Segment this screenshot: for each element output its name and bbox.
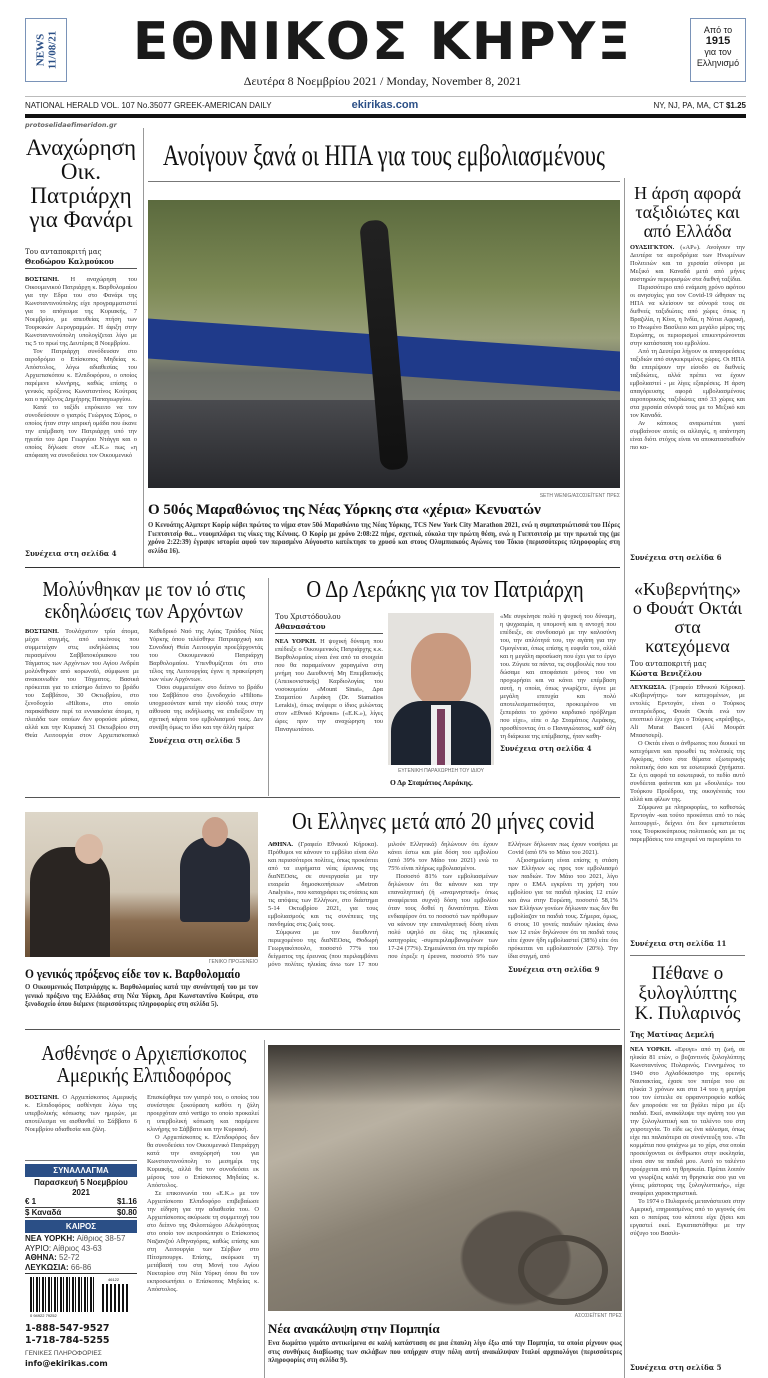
rate-row: $ Καναδά $0.80 <box>25 1207 137 1217</box>
barcode <box>30 1277 130 1319</box>
pompeii-photo <box>268 1045 622 1311</box>
article-archons: ΒΟΣΤΩΝΗ. Τουλάχιστον τρία άτομα, μέχρι στιγμής, από εκείνους που συμμετείχαν στις εκδηλώσεις του περασμένου Σαββατοκύριακου του Τάγματος των Αρχόντων του Αγίου Ανδρέα μολύνθηκαν από κορωνοϊό, σύμφωνα με ανακοινωθέν του Τάγματος. Βασικά πρόκειται για το επίσημο δείπνο το βράδυ του Σαββάτου, 30 Οκτωβρίου, στο ξενοδοχείο «Hilton», στο οποίο παρακάθισαν περί τα εννιακόσια άτομα, η πλειάδα των οποίων δεν φορούσε μάσκα, αλλά και την Κυριακή 31 Οκτωβρίου στη Θεία Λειτουργία στον Αρχιεπισκοπικό Καθεδρικό Ναό της Αγίας Τριάδος Νέας Υόρκης όπου τελέσθηκε Πατριαρχική και Συνοδική Θεία Λειτουργία προεξάρχοντάς του Οικουμενικού Πατριάρχη Βαρθολομαίου. Υπενθυμίζεται ότι στο τέλος της Λειτουργίας έγινε η πρακείρηση των νέων Αρχόντων. Όσοι συμμετείχαν στο δείπνο το βράδυ του Σαββάτου στο ξενοδοχείο «Hilton» υποχρεούνταν κατά την είσοδό τους στην αίθουσα της εκδήλωσης να επιδείξουν τη σχετική κάρτα του εμβολιασμού τους. Δεν συνέβη όμως το ίδιο και την άλλη ημέρα Συνέχεια στη σελίδα 5 <box>25 628 263 745</box>
caption-text: Ενα δωμάτιο γεμάτο αντικείμενα σε καλή κατάσταση σε μια έπαυλη λίγο έξω από την Πομπηία, τα οποία ρίχνουν φως στις συνθήκες διαβίωσης των σκλάβων που υπήρχαν στην πόλη αυτή ανακάλυψαν Ιταλοί αρχαιολόγοι (περισσότερες πληροφορίες στη σελίδα 9). <box>268 1340 622 1364</box>
weather-row: ΑΥΡΙΟ: Αίθριος 43-63 <box>25 1243 102 1253</box>
headline-travel: Η άρση αφορά ταξιδιώτες και από Ελλάδα <box>634 183 741 241</box>
volume-info: NATIONAL HERALD VOL. 107 No.35077 GREEK-AMERICAN DAILY <box>25 101 272 110</box>
headline-covid: Οι Ελληνες μετά από 20 μήνες covid <box>291 809 595 835</box>
headline-archons: Μολύνθηκαν με τον ιό στις εκδηλώσεις των Αρχόντων <box>42 577 246 624</box>
continued-link[interactable]: Συνέχεια στη σελίδα 5 <box>149 736 241 745</box>
marathon-photo <box>148 200 620 488</box>
headline-oktay: «Κυβερνήτης» ο Φουάτ Οκτάι στα κατεχόμενα <box>632 579 743 656</box>
headline-patriarch: Αναχώρηση Οικ. Πατριάρχη για Φανάρι <box>25 135 137 233</box>
price-info <box>653 101 746 110</box>
byline: Του ανταποκριτή μας Θεοδώρου Καλμούκου <box>25 248 137 269</box>
website-link[interactable]: ekirikas.com <box>351 99 419 111</box>
caption-title: Ο γενικός πρόξενος είδε τον κ. Βαρθολομαίο <box>25 966 241 981</box>
article-lerakis-col2: «Με συγκίνησε πολύ η ψυχική του δύναμη, η ψυχραιμία, η υπομονή και η αντοχή που επέδειξε, σε συνδυασμό με την καλοσύνη του, την απλότητά του, την αγάπη για την Ομογένεια, όπως επίσης η ευφυΐα του, αλλά και η μεγάλη αφοσίωση που έχει για το έργο του. Ζύγισε τα πάντα, τις συμβουλές που του δώσαμε και αποφάσισε μόνος του να προχωρήσει και να κάνει την επέμβαση αυτή, η οποία, όπως γνωρίζετε, έγινε με μεγάλη επιτυχία και πολύ αποτελεσματικότητα, προκειμένου να ξεπεράσει το χρόνιο καρδιακό πρόβλημα που είχε», είπε ο Δρ Σταμάτιος Λεράκης, προσθέτοντας ότι ο Παναγιώτατος, καθ' όλη τη διάρκεια της επέμβασης, ήταν καθη- Συνέχεια στη σελίδα 4 <box>500 613 616 753</box>
news-date: 11/08/21 <box>45 30 58 70</box>
article-patriarch: ΒΟΣΤΩΝΗ. Η αναχώρηση του Οικουμενικού Πατριάρχη κ. Βαρθολομαίου για την Εδρα του στο Φανάρι της Κωνσταντινούπολης είχε προγραμματιστεί για το απόγευμα της Κυριακής, 7 Νοεμβρίου, με απευθείας πτήση των Τουρκικών Αερογραμμών. Η άφιξη στην Κωνσταντινούπολη υπολογίζεται λίγο με τις 5 το πρωί της Δευτέρας 8 Νοεμβρίου. Τον Πατριάρχη συνόδευσαν στο αεροδρόμιο ο Επίσκοπος Μηδείας κ. Απόστολος, λόγω αδιαθεσίας του Αρχιεπισκόπου κ. Ελπιδοφόρου, ο οποίος παρέμενε κλινήρης, καθώς επίσης ο γενικός πρόξενος Κωνσταντίνος Κούτρας και ο πρόξενος Δημήτρης Παπαγεωργίου. Κατά το ταξίδι επρόκειτο να τον συνοδεύσουν ο γιατρός Γεώργιος Σύρος, ο οποίος ήταν στην ιατρική ομάδα που έκανε την επέμβαση τον Πατριάρχη υπό την ηγεσία του Δρα Γεωργίου Ντάγγα και ο οποίος δήλωσε στον «Ε.Κ.» πως «η απόφαση να συνοδεύσει τον Οικουμενικό Συνέχεια στη σελίδα 4 <box>25 276 137 558</box>
continued-link[interactable]: Συνέχεια στη σελίδα 4 <box>500 744 592 753</box>
continued-link[interactable]: Συνέχεια στη σελίδα 9 <box>508 965 600 974</box>
lerakis-photo <box>388 613 494 765</box>
article-covid: ΑΘΗΝΑ. (Γραφείο Εθνικού Κήρυκα). Πρόθυμοι να κάνουν το εμβόλιο είναι όλο και περισσότεροι πολίτες, όπως προκύπτει από τα ευρήματα νέας έρευνας της διαΝΕΟσις, σε συνεργασία με την εταιρεία δημοσκοπήσεων «Metron Analysis», που καταγράφει τις στάσεις και τις απόψεις των Ελλήνων, στο διάστημα 5-14 Οκτωβρίου 2021, για τους εμβολιασμούς και τις συνέπειες της πανδημίας στις ζωές τους. Σύμφωνα με τον διευθυντή περιεχομένου της διαΝΕΟσις, Θοδωρή Γεωργακόπουλο, ποσοστό 77% του δείγματος της έρευνας (που περιλαμβάνει μόνο πολίτες ηλικίας άνω των 17 που μιλούν Ελληνικά) δηλώνουν ότι έχουν κάνει έστω και μία δόση του εμβολίου (από 39% τον Μάιο του 2021) ενώ το 75% είναι πλήρως εμβολιασμένοι. Ποσοστό 81% των εμβολιασμένων δηλώνουν ότι θα κάνουν και την επαναληπτική (ή «αναμνηστική» όπως αναφέρεται συχνά) δόση του εμβολίου όταν τους δοθεί η δυνατότητα. Είναι ενδιαφέρον ότι το ποσοστό των πρόθυμων να κάνουν την επαναληπτική δόση είναι πολύ υψηλό σε όλες τις ηλικιακές κατηγορίες -συμπεριλαμβανομένων των 17-24 (77%). Σημειώνεται ότι την περίοδο που έτρεξε η έρευνα, ποσοστό 9% των Ελλήνων δήλωναν πως έχουν νοσήσει με Covid (από 6% το Μάιο του 2021). Αξιοσημείωτη είναι επίσης η στάση των Ελλήνων ως προς τον εμβολιασμό των παιδιών. Τον Μάιο του 2021, λίγο πριν ο ΕΜΑ εγκρίνει τη χρήση του εμβολίου για τα παιδιά ηλικίας 12 ετών και άνω στην Ευρώπη, ποσοστό 58,1% των Ελλήνων γονέων δήλωναν πως δεν θα εμβολίαζαν τα παιδιά τους. Σήμερα, όμως, 6 στους 10 γονείς παιδιών ηλικίας άνω των 12 ετών δηλώνουν ότι τα παιδιά τους είτε έχουν ήδη εμβολιαστεί (38%) είτε ότι πρόκειται να εμβολιαστούν (20%). Την ίδια στιγμή, από Συνέχεια στη σελίδα 9 <box>268 841 618 974</box>
since-year: 1915 <box>705 35 731 47</box>
rate-row: € 1 $1.16 <box>25 1197 137 1206</box>
continued-link[interactable]: Συνέχεια στη σελίδα 6 <box>630 553 722 562</box>
byline: Του Χριστόδουλου Αθανασάτου <box>275 613 383 634</box>
article-elpidophoros-col1: ΒΟΣΤΩΝΗ. Ο Αρχιεπίσκοπος Αμερικής κ. Ελπιδοφόρος ασθένησε λόγω της υπερβολικής κόπωσης των ημερών, με αποτέλεσμα να αισθανθεί το Σάββατο 6 Νοεμβρίου αδιαθεσία και ζάλη. <box>25 1094 137 1133</box>
weather-row: ΛΕΥΚΩΣΙΑ: 66-86 <box>25 1262 92 1272</box>
caption-title: Ο 50ός Μαραθώνιος της Νέας Υόρκης στα «χέρια» Κενυατών <box>148 502 541 518</box>
phone[interactable]: 1-888-547-9527 <box>25 1323 110 1334</box>
watermark: protoselidaefimeridon.gr <box>25 121 117 129</box>
photo-credit: ΑΣΟΣΙΕΪΤΕΝΤ ΠΡΕΣ <box>574 1313 622 1319</box>
since-line3: Ελληνισμό <box>696 58 740 68</box>
continued-link[interactable]: Συνέχεια στη σελίδα 4 <box>25 549 117 558</box>
photo-credit: SETH WENIG/ΑΣΟΣΙΕΪΤΕΝΤ ΠΡΕΣ <box>539 493 620 499</box>
headline-elpidophoros: Ασθένησε ο Αρχιεπίσκοπος Αμερικής Ελπιδοφόρος <box>41 1041 247 1088</box>
masthead-title: ΕΘΝΙΚΟΣ ΚΗΡΥΞ <box>132 12 633 72</box>
info-label: ΓΕΝΙΚΕΣ ΠΛΗΡΟΦΟΡΙΕΣ <box>25 1350 102 1357</box>
exchange-box <box>25 1164 137 1272</box>
weather-row: ΝΕΑ ΥΟΡΚΗ: Αίθριος 38-57 <box>25 1234 126 1243</box>
article-pylarinos: ΝΕΑ ΥΟΡΚΗ. «Εφυγε» από τη ζωή, σε ηλικία 81 ετών, ο βυζαντινός ξυλογλύπτης Κωνσταντίνος Πυλαρινός. Γεννημένος το 1940 στο Αχλαδόκαστρο της ορεινής Ναυπακτίας, έχασε τον πατέρα του σε ηλικία 3 χρόνων και στα 14 του η μητέρα του τον έστειλε σε ορφανοτροφείο καθώς δεν μπορούσε να τα βγάλει πέρα με έξι παιδιά. Εκεί, ανακάλυψε την αγάπη του για την ξυλογλυπτική και το ταλέντο του στη χειροτεχνία. Το είδε ως ένα κάλεσμα, όπως είχε πει παλαιότερα σε συνέντευξη του. «Τα κομμάτια που φτιάχνω με το χέρι, στα οποία προσεύχονται οι άνθρωποι στην εκκλησία, είναι σαν τα παιδιά μου. Αυτό το ταλέντο προέρχεται από τη θρησκεία. Πρέπει λοιπόν να γνωρίζεις καλά τη θρησκεία σου για να γίνεις μάστορας της ξυλογλυπτικής», είχε αναφέρει χαρακτηριστικά. Το 1974 ο Πυλαρινός μετανάστευσε στην Αμερική, επηρεασμένος από το γεγονός ότι και ο πατέρας του κάποτε είχε ζήσει και εργαστεί εκεί. Εγκαταστάθηκε με την σύζυγο του Βασιλι- Συνέχεια στη σελίδα 5 <box>630 1046 745 1372</box>
photo-credit: ΓΕΝΙΚΟ ΠΡΟΞΕΝΕΙΟ <box>208 959 258 965</box>
article-travel: ΟΥΑΣΙΓΚΤΟΝ. («AP»). Ανοίγουν την Δευτέρα τα αεροδρόμια των Ηνωμένων Πολιτειών και τα χερσαία σύνορα με Μεξικό και Καναδά μετά από μήνες αυστηρών περιορισμών στα διεθνή ταξίδια. Περισσότερο από ενάμιση χρόνο αφότου οι ανησυχίες για τον Covid-19 ώθησαν τις ΗΠΑ να κλείσουν τα σύνορά τους σε διεθνείς ταξιδιώτες από χώρες όπως η Βραζιλία, η Κίνα, η Ινδία, η Νότια Αφρική, το Ηνωμένο Βασίλειο και μεγάλο μέρος της Ευρώπης, οι περιορισμοί επικεντρώνονται στην κατάσταση του εμβολίου. Από τη Δευτέρα λήγουν οι απαγορεύσεις ταξιδιών από συγκεκριμένες χώρες. Οι ΗΠΑ θα επιτρέψουν την είσοδο σε διεθνείς ταξιδιώτες, αλλά πρέπει να έχουν εμβολιαστεί - με λίγες εξαιρέσεις. Η άρση απαγόρευσης αφορά εμβολιασμένους αεροπορικούς ταξιδιώτες από 33 χώρες και στα χερσαία σύνορά τους με το Μεξικό και τον Καναδά. Αν κάποιος αναρωτιέται γιατί συμβαίνουν αυτές οι αλλαγές, η απάντηση είναι διότι στόχος είναι να αποκατασταθούν πιο κα- Συνέχεια στη σελίδα 6 <box>630 244 745 562</box>
exchange-title: ΣΥΝΑΛΛΑΓΜΑ <box>25 1164 137 1177</box>
news-date-box <box>25 18 67 82</box>
consul-photo <box>25 812 258 957</box>
barcode-digits: 0 94922 79252 <box>30 1313 57 1318</box>
caption-text: Ο Οικουμενικός Πατριάρχης κ. Βαρθολομαίος κατά την συνάντησή του με τον γενικό πρόξενο της Ελλάδας στη Νέα Υόρκη, Δρα Κωνσταντίνο Κούτρα, στο ξενοδοχείο όπου διέμενε (περισσότερες πληροφορίες στη σελίδα 5). <box>25 984 258 1008</box>
caption-title: Νέα ανακάλυψη στην Πομπηία <box>268 1321 440 1336</box>
since-line2: για τον <box>704 47 732 57</box>
byline: Της Ματίνας Δεμελή <box>630 1030 745 1042</box>
phone[interactable]: 1-718-784-5255 <box>25 1335 110 1346</box>
email-link[interactable]: info@ekirikas.com <box>25 1359 108 1368</box>
headline-lerakis: Ο Δρ Λεράκης για τον Πατριάρχη <box>306 577 584 603</box>
photo-credit: ΕΥΓΕΝΙΚΗ ΠΑΡΑΧΩΡΗΣΗ ΤΟΥ ΙΔΙΟΥ <box>398 768 484 774</box>
since-line1: Από το <box>703 25 733 35</box>
barcode-digits: 46122 <box>108 1277 120 1282</box>
main-headline: Ανοίγουν ξανά οι ΗΠΑ για τους εμβολιασμένους <box>162 139 605 172</box>
exchange-date: Παρασκευή 5 Νοεμβρίου 2021 <box>34 1178 128 1197</box>
news-label: NEWS <box>33 33 46 67</box>
article-lerakis-col1: ΝΕΑ ΥΟΡΚΗ. Η ψυχική δύναμη που επέδειξε ο Οικουμενικός Πατριάρχης κ.κ. Βαρθολομαίος είναι ένα από τα στοιχεία που θα παραμείνουν χαραγμένα στη μνήμη του Διευθυντή Μη Επεμβατικής (Απεικονιστικής) Καρδιολογίας του νοσοκομείου «Mount Sinai», Δρα Σταματίου Λεράκη (Dr. Stamatios Lerakis), όπως ανέφερε ο ίδιος μιλώντας στον «Εθνικό Κήρυκα» («Ε.Κ.»), λίγες ώρες πριν την αναχώρηση του Παναγιωτάτου. <box>275 638 383 733</box>
since-1915-box <box>690 18 746 82</box>
continued-link[interactable]: Συνέχεια στη σελίδα 5 <box>630 1363 722 1372</box>
weather-row: ΑΘΗΝΑ: 52-72 <box>25 1253 80 1262</box>
weather-title: ΚΑΙΡΟΣ <box>25 1220 137 1233</box>
price: $1.25 <box>725 101 746 110</box>
headline-pylarinos: Πέθανε ο ξυλογλύπτης Κ. Πυλαρινός <box>634 963 741 1024</box>
byline: Του ανταποκριτή μας Κώστα Βενιζέλου <box>630 660 745 681</box>
article-oktay: ΛΕΥΚΩΣΙΑ. (Γραφείο Εθνικού Κήρυκα). «Κυβερνήτης» των κατεχομένων, με εντολές Ερντογάν, είναι ο Τούρκος αντιπρόεδρος, Φουάτ Οκτάι ενώ τον εποπτικό έλεγχο έχει ο Τούρκος «πρέσβης», Ali Murat Basceri (Αλί Μουράτ Μπαστσερί). Ο Οκτάι είναι ο άνθρωπος που διοικεί τα κατεχόμενα και προωθεί τις πολιτικές της Αγκύρας, τόσο στα θέματα εξωτερικής πολιτικής όσο και τα εσωτερικά ζητήματα. Σε ό,τι αφορά τα εσωτερικά, το πεδίο αυτό συνδέεται φαίνεται και με «δουλειές» του Τούρκου Προέδρου, της οικογένειάς του αλλά και φίλων της. Σύμφωνα με πληροφορίες, το καθεστώς Ερντογάν -και τούτο προκύπτει από το πώς λειτουργεί-, δείχνει ότι δεν εμπιστεύεται τους Τουρκοκύπριους πολιτικούς και με τις παρεμβάσεις του επιχειρεί να περιορίσει το Συνέχεια στη σελίδα 11 <box>630 684 745 948</box>
caption-text: Ο Κενυάτης Αλμπερτ Κορίρ κόβει πρώτος το νήμα στον 50ό Μαραθώνιο της Νέας Υόρκης, TCS New York City Marathon 2021, ενώ η συμπατριώτισσά του Πέρες Γιεπτσιτσίρ θα... ντουμπλάρει τις νίκες της Κένυας. Ο Κορίρ με χρόνο 2:08:22 πήρε, σχετικά, εύκολα την πρώτη θέση, ενώ η Γιεπτσιτσίρ με την πρωτιά της (με χρόνο 2:22:39) έγραψε ιστορία αφού τον περασμένο Αύγουστο κατέκτησε το χρυσό και στους Ολυμπιακούς Αγώνες του Τόκιο (περισσότερες πληροφορίες στη σελίδα 16). <box>148 522 620 555</box>
masthead-rule <box>25 114 746 118</box>
divider <box>25 96 746 97</box>
article-elpidophoros-col2: Επισκέφθηκε τον γιατρό του, ο οποίος του συνέστησε ξεκούραση καθότι η ζάλη προερχόταν από vertigo το οποίο προκαλεί η υπερβολική κόπωση και παρέμενε κλινήρης το Σάββατο και την Κυριακή. Ο Αρχιεπίσκοπος κ. Ελπιδοφόρος δεν θα συνοδεύσει τον Οικουμενικό Πατριάρχη κατά την αναχώρησή του για Κωνσταντινούπολη το μεσημέρι της Κυριακής, αλλά θα τον συνοδεύσει εκ μέρους του ο Επίσκοπος Μηδείας κ. Απόστολος. Σε επικοινωνία του «Ε.Κ.» με τον Αρχιεπίσκοπο Ελπιδοφόρο επιβεβαίωσε την είδηση για την αδιαθεσία του. Ο Αρχιεπίσκοπος ακύρωσε τη συμμετοχή του στο δείπνο της Φιλοπτώχου Αδελφότητας στο οποίο τον εκπροσώπησε ο Επίσκοπος Ναζιανζού Αθηναγόρας, καθώς επίσης και στη Λειτουργία των Σέρβων στο Πίτσμπουργκ. Επίσης, ακύρωσε τη μετάβασή του στη Μονή του Αγίου Νεκταρίου στη Νέα Υόρκη όπου θα τον εκπροσωπήσει ο Επίσκοπος Μηδείας κ. Απόστολος. <box>147 1094 259 1293</box>
continued-link[interactable]: Συνέχεια στη σελίδα 11 <box>630 939 727 948</box>
masthead-date: Δευτέρα 8 Νοεμβρίου 2021 / Monday, November 8, 2021 <box>243 74 522 88</box>
phones <box>25 1323 110 1347</box>
photo-caption: Ο Δρ Σταμάτιος Λεράκης. <box>390 778 473 787</box>
states: NY, NJ, PA, MA, CT <box>653 101 724 110</box>
